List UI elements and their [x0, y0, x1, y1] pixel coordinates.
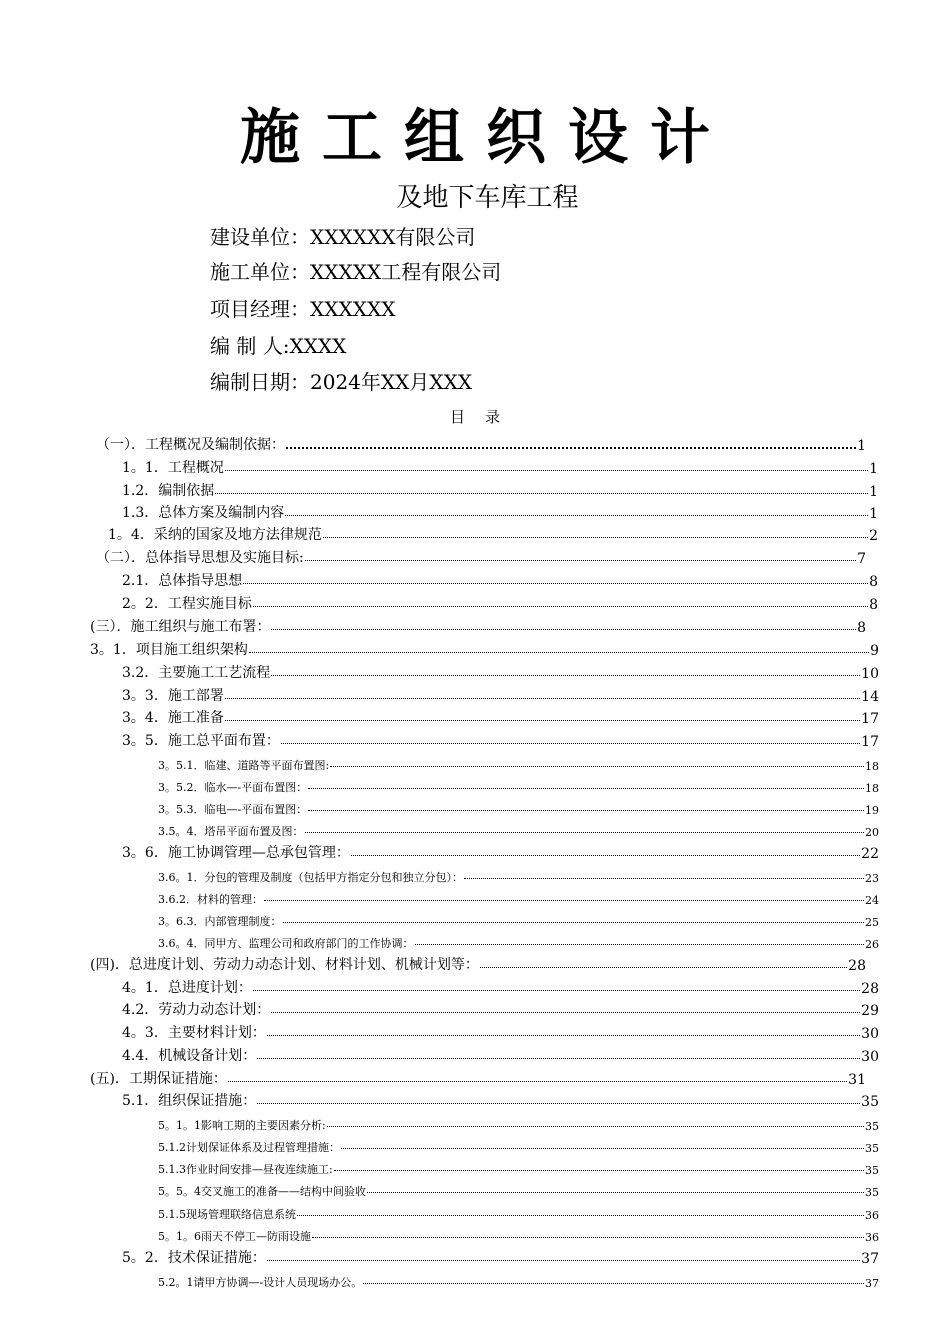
owner-line: 建设单位：XXXXXX有限公司: [210, 225, 476, 249]
toc-entry-page: 17: [861, 711, 879, 727]
toc-entry-title: 3.2．主要施工工艺流程: [122, 665, 271, 681]
toc-entry[interactable]: [90, 952, 866, 974]
toc-entry[interactable]: [122, 478, 878, 500]
toc-entry-title: (五)．工期保证措施：: [90, 1071, 227, 1087]
toc-entry-page: 8: [869, 597, 878, 613]
toc-entry-page: 29: [861, 1003, 879, 1019]
manager-line: 项目经理：XXXXXX: [210, 297, 396, 321]
toc-entry-title: 3。5.3．临电—-平面布置图：: [158, 803, 308, 816]
toc-leader-dots: [464, 877, 864, 879]
toc-entry[interactable]: [122, 683, 879, 705]
toc-entry-page: 1: [869, 484, 878, 500]
toc-entry-page: 17: [861, 734, 879, 750]
date-line: 编制日期：2024年XX月XXX: [210, 370, 473, 394]
toc-entry[interactable]: [122, 455, 878, 477]
toc-leader-dots: [225, 719, 860, 721]
toc-leader-dots: [308, 809, 864, 811]
toc-entry[interactable]: [122, 660, 879, 682]
toc-entry-page: 36: [865, 1209, 879, 1222]
toc-entry-page: 22: [861, 846, 879, 862]
toc-entry[interactable]: [158, 1177, 879, 1199]
toc-leader-dots: [286, 446, 856, 449]
toc-entry-title: 3。6．施工协调管理—总承包管理：: [122, 845, 350, 861]
toc-leader-dots: [225, 469, 868, 471]
toc-entry-title: 5.2。1请甲方协调—-设计人员现场办公。: [158, 1276, 363, 1289]
toc-entry[interactable]: [122, 1245, 879, 1267]
toc-entry[interactable]: [96, 432, 866, 454]
toc-entry-title: 4.4．机械设备计划：: [122, 1048, 257, 1064]
toc-leader-dots: [285, 514, 868, 516]
toc-entry-page: 30: [861, 1049, 879, 1065]
toc-entry-page: 37: [861, 1251, 879, 1267]
toc-entry[interactable]: [122, 591, 878, 613]
toc-entry[interactable]: [122, 568, 878, 590]
toc-leader-dots: [228, 1080, 847, 1082]
toc-entry-title: 3。4．施工准备: [122, 710, 224, 726]
toc-leader-dots: [367, 1191, 864, 1193]
toc-entry-page: 10: [861, 666, 879, 682]
toc-entry-title: 3。1．项目施工组织架构: [90, 642, 248, 658]
toc-entry[interactable]: [158, 1268, 879, 1290]
toc-leader-dots: [257, 1057, 860, 1059]
toc-entry-title: 3.6.2．材料的管理：: [158, 893, 263, 906]
toc-entry-page: 35: [865, 1142, 879, 1155]
toc-entry-page: 35: [865, 1186, 879, 1199]
toc-leader-dots: [351, 854, 860, 856]
toc-leader-dots: [271, 628, 856, 630]
toc-entry[interactable]: [158, 817, 879, 839]
toc-entry-page: 2: [869, 528, 878, 544]
toc-entry[interactable]: [158, 885, 879, 907]
toc-entry-title: 5.1.2计划保证体系及过程管理措施：: [158, 1141, 340, 1154]
toc-entry-title: 1。4．采纳的国家及地方法律规范: [108, 527, 322, 543]
toc-entry-page: 14: [861, 689, 879, 705]
toc-entry[interactable]: [158, 929, 879, 951]
toc-entry-title: 4。3．主要材料计划：: [122, 1025, 266, 1041]
toc-leader-dots: [253, 605, 868, 607]
toc-entry-page: 1: [869, 506, 878, 522]
toc-entry-page: 37: [865, 1277, 879, 1290]
toc-entry-title: （一）．工程概况及编制依据：: [96, 437, 285, 453]
toc-leader-dots: [330, 765, 864, 767]
toc-leader-dots: [225, 697, 860, 699]
toc-entry[interactable]: [122, 1088, 879, 1110]
toc-entry-page: 8: [869, 574, 878, 590]
toc-entry-page: 35: [861, 1094, 879, 1110]
toc-leader-dots: [264, 899, 864, 901]
toc-entry-page: 25: [865, 916, 879, 929]
toc-entry[interactable]: [122, 1043, 879, 1065]
toc-entry-title: 2。2．工程实施目标: [122, 596, 252, 612]
toc-entry-page: 35: [865, 1164, 879, 1177]
toc-entry[interactable]: [122, 500, 878, 522]
toc-entry-page: 24: [865, 894, 879, 907]
toc-entry-title: 5。5。4交叉施工的准备——结构中间验收: [158, 1185, 366, 1198]
toc-leader-dots: [308, 787, 864, 789]
toc-entry[interactable]: [122, 1020, 879, 1042]
document-title: 施工组织设计: [240, 103, 732, 173]
toc-leader-dots: [363, 1282, 864, 1284]
toc-entry-title: (四)．总进度计划、劳动力动态计划、材料计划、机械计划等：: [90, 957, 479, 973]
toc-entry[interactable]: [158, 1155, 879, 1177]
toc-entry-title: 3。6.3．内部管理制度：: [158, 915, 282, 928]
toc-leader-dots: [283, 921, 865, 923]
toc-entry-title: 2.1．总体指导思想: [122, 573, 243, 589]
author-line: 编 制 人:XXXX: [210, 334, 347, 358]
contractor-line: 施工单位：XXXXX工程有限公司: [210, 260, 502, 284]
toc-heading: 目录: [449, 408, 520, 426]
toc-leader-dots: [305, 831, 865, 833]
toc-entry-page: 30: [861, 1026, 879, 1042]
toc-entry[interactable]: [158, 751, 879, 773]
toc-entry[interactable]: [90, 614, 866, 636]
toc-entry-page: 19: [865, 804, 879, 817]
toc-entry[interactable]: [122, 975, 879, 997]
toc-entry-title: 3。5.1．临建、道路等平面布置图:: [158, 759, 330, 772]
toc-entry[interactable]: [158, 1222, 879, 1244]
toc-entry-title: 1。1．工程概况: [122, 460, 224, 476]
toc-entry-title: 5。2．技术保证措施：: [122, 1250, 266, 1266]
toc-leader-dots: [312, 1236, 864, 1238]
toc-leader-dots: [253, 989, 860, 991]
toc-entry-page: 9: [870, 643, 879, 659]
toc-leader-dots: [271, 674, 860, 676]
toc-entry-title: 3。5.2．临水—-平面布置图：: [158, 781, 308, 794]
toc-leader-dots: [257, 1102, 860, 1104]
toc-entry-title: (三）．施工组织与施工布署：: [90, 619, 271, 635]
toc-entry-title: 5.1.5现场管理联络信息系统: [158, 1208, 296, 1221]
toc-leader-dots: [271, 1011, 860, 1013]
toc-leader-dots: [327, 1125, 864, 1127]
toc-entry[interactable]: [90, 637, 879, 659]
toc-entry-page: 20: [865, 826, 879, 839]
toc-leader-dots: [334, 1169, 864, 1171]
toc-entry-title: 3。5．施工总平面布置：: [122, 733, 280, 749]
toc-leader-dots: [415, 943, 865, 945]
toc-entry-page: 35: [865, 1120, 879, 1133]
toc-entry-title: 5.1．组织保证措施：: [122, 1093, 257, 1109]
toc-entry[interactable]: [158, 863, 879, 885]
toc-entry[interactable]: [108, 522, 878, 544]
toc-entry-page: 18: [865, 760, 879, 773]
toc-entry[interactable]: [122, 705, 879, 727]
toc-entry-title: 3.5。4．塔吊平面布置及图：: [158, 825, 304, 838]
toc-entry-page: 23: [865, 872, 879, 885]
toc-entry[interactable]: [90, 1066, 866, 1088]
toc-entry-title: 1.3．总体方案及编制内容: [122, 505, 285, 521]
toc-entry[interactable]: [158, 1111, 879, 1133]
toc-entry-page: 28: [848, 958, 866, 974]
toc-entry-page: 26: [865, 938, 879, 951]
toc-entry[interactable]: [96, 545, 866, 567]
toc-leader-dots: [341, 1147, 864, 1149]
toc-entry-title: 1.2．编制依据: [122, 483, 215, 499]
toc-entry-page: 1: [857, 438, 866, 454]
toc-entry[interactable]: [122, 840, 879, 862]
toc-entry-title: 3.6。1．分包的管理及制度（包括甲方指定分包和独立分包）：: [158, 871, 463, 884]
toc-leader-dots: [215, 492, 868, 494]
toc-entry[interactable]: [158, 907, 879, 929]
toc-entry-page: 18: [865, 782, 879, 795]
document-subtitle: 及地下车库工程: [396, 183, 579, 213]
toc-entry-page: 36: [865, 1231, 879, 1244]
toc-entry-title: 5.1.3作业时间安排—昼夜连续施工:: [158, 1163, 333, 1176]
toc-entry-title: 5。1。1影响工期的主要因素分析:: [158, 1119, 326, 1132]
toc-leader-dots: [249, 651, 869, 653]
toc-leader-dots: [281, 742, 860, 744]
toc-entry[interactable]: [158, 795, 879, 817]
toc-leader-dots: [267, 1259, 860, 1261]
toc-entry[interactable]: [122, 997, 879, 1019]
toc-entry-title: （二）．总体指导思想及实施目标:: [96, 550, 304, 566]
toc-entry-title: 3。3．施工部署: [122, 688, 224, 704]
toc-entry-page: 8: [857, 620, 866, 636]
toc-leader-dots: [305, 559, 856, 561]
toc-entry-title: 4.2．劳动力动态计划：: [122, 1002, 271, 1018]
toc-leader-dots: [297, 1214, 864, 1216]
toc-entry[interactable]: [158, 773, 879, 795]
toc-leader-dots: [267, 1034, 860, 1036]
toc-leader-dots: [480, 966, 847, 968]
toc-entry[interactable]: [158, 1200, 879, 1222]
toc-leader-dots: [323, 536, 868, 538]
toc-entry-page: 31: [848, 1072, 866, 1088]
toc-entry-title: 5。1。6雨天不停工—防雨设施: [158, 1230, 311, 1243]
toc-entry-title: 4。1．总进度计划：: [122, 980, 252, 996]
toc-leader-dots: [243, 582, 868, 584]
toc-entry-page: 28: [861, 981, 879, 997]
toc-entry[interactable]: [158, 1133, 879, 1155]
toc-entry-page: 7: [857, 551, 866, 567]
toc-entry[interactable]: [122, 728, 879, 750]
toc-entry-page: 1: [869, 461, 878, 477]
toc-entry-title: 3.6。4．同甲方、监理公司和政府部门的工作协调：: [158, 937, 414, 950]
